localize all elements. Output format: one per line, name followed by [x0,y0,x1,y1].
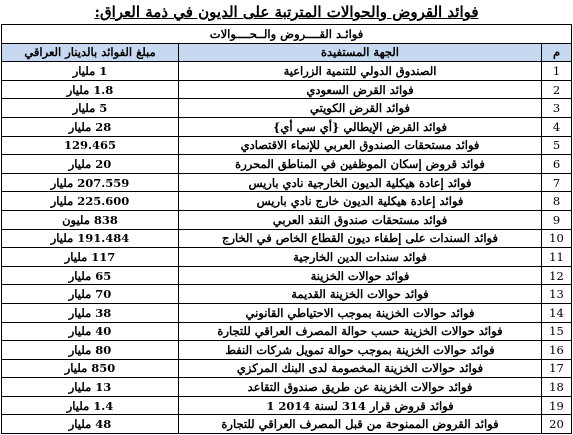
table-row [2,248,572,267]
table-row [2,136,572,155]
row-number: 13 [542,285,572,304]
row-amount: 117 مليار [2,248,179,267]
row-beneficiary: فوائد سندات الدين الخارجية [179,248,542,267]
table-row [2,210,572,229]
row-beneficiary: فوائد حوالات الخزينة المخصومة لدى البنك المركزي [179,359,542,378]
row-number: 5 [542,136,572,155]
row-number: 16 [542,341,572,360]
row-number: 6 [542,155,572,174]
row-number: 14 [542,303,572,322]
row-number: 8 [542,192,572,211]
row-beneficiary: الصندوق الدولي للتنمية الزراعية [179,62,542,81]
row-number: 18 [542,378,572,397]
table-row [2,99,572,118]
row-beneficiary: فوائد القرض الكويتي [179,99,542,118]
row-number: 10 [542,229,572,248]
row-number: 12 [542,266,572,285]
row-number: 7 [542,173,572,192]
row-number: 4 [542,117,572,136]
row-number: 9 [542,210,572,229]
row-beneficiary: فوائد القروض الممنوحة من قبل المصرف العراقي للتجارة [179,415,542,434]
table-row [2,155,572,174]
row-beneficiary: فوائد حوالات الخزينة القديمة [179,285,542,304]
row-beneficiary: فوائد قروض إسكان الموظفين في المناطق المحررة [179,155,542,174]
row-amount: 65 مليار [2,266,179,285]
table-row [2,62,572,81]
interest-table [1,24,572,434]
row-number: 20 [542,415,572,434]
row-amount: 70 مليار [2,285,179,304]
table-row [2,285,572,304]
header-amount: مبلغ الفوائد بالدينار العراقي [2,43,179,62]
row-amount: 38 مليار [2,303,179,322]
row-amount: 80 مليار [2,341,179,360]
row-amount: 13 مليار [2,378,179,397]
row-amount: 48 مليار [2,415,179,434]
row-beneficiary: فوائد القرض السعودي [179,80,542,99]
table-body [2,62,572,434]
row-amount: 1.4 مليار [2,396,179,415]
row-number: 17 [542,359,572,378]
row-beneficiary: فوائد حوالات الخزينة بموجب الاحتياطي القانوني [179,303,542,322]
header-beneficiary: الجهة المستفيدة [179,43,542,62]
row-beneficiary: فوائد مستحقات الصندوق العربي للإنماء الاقتصادي [179,136,542,155]
row-beneficiary: فوائد مستحقات صندوق النقد العربي [179,210,542,229]
row-beneficiary: فوائد إعادة هيكلية الديون خارج نادي باريس [179,192,542,211]
row-number: 15 [542,322,572,341]
row-amount: 28 مليار [2,117,179,136]
table-row [2,192,572,211]
row-amount: 850 مليار [2,359,179,378]
row-beneficiary: فوائد حوالات الخزينة بموجب حوالة تمويل شركات النفط [179,341,542,360]
table-row [2,359,572,378]
table-row [2,229,572,248]
row-amount: 5 مليار [2,99,179,118]
header-num: م [542,43,572,62]
row-number: 1 [542,62,572,81]
row-number: 11 [542,248,572,267]
row-beneficiary: فوائد إعادة هيكلية الديون الخارجية نادي باريس [179,173,542,192]
row-number: 2 [542,80,572,99]
table-row [2,396,572,415]
row-amount: 20 مليار [2,155,179,174]
row-amount: 40 مليار [2,322,179,341]
table-row [2,303,572,322]
row-amount: 129.465 [2,136,179,155]
row-beneficiary: فوائد حوالات الخزينة حسب حوالة المصرف العراقي للتجارة [179,322,542,341]
row-amount: 191.484 مليار [2,229,179,248]
row-amount: 1.8 مليار [2,80,179,99]
table-row [2,266,572,285]
row-beneficiary: فوائد قروض قرار 314 لسنة 2014 1 [179,396,542,415]
row-beneficiary: فوائد القرض الإيطالي {أي سي أي} [179,117,542,136]
row-number: 19 [542,396,572,415]
table-row [2,80,572,99]
row-amount: 838 مليون [2,210,179,229]
table-row [2,117,572,136]
table-row [2,341,572,360]
table-row [2,322,572,341]
table-banner: فوائـد القــــروض والــحــــوالات [2,25,572,44]
table-row [2,378,572,397]
row-amount: 207.559 مليار [2,173,179,192]
row-beneficiary: فوائد حوالات الخزينة عن طريق صندوق التقاعد [179,378,542,397]
header-row [2,43,572,62]
row-beneficiary: فوائد السندات على إطفاء ديون القطاع الخاص في الخارج [179,229,542,248]
row-beneficiary: فوائد حوالات الخزينة [179,266,542,285]
document-title: فوائد القروض والحوالات المترتبة على الديون في ذمة العراق: [94,3,479,21]
row-number: 3 [542,99,572,118]
table-row [2,415,572,434]
row-amount: 225.600 مليار [2,192,179,211]
table-row [2,173,572,192]
row-amount: 1 مليار [2,62,179,81]
